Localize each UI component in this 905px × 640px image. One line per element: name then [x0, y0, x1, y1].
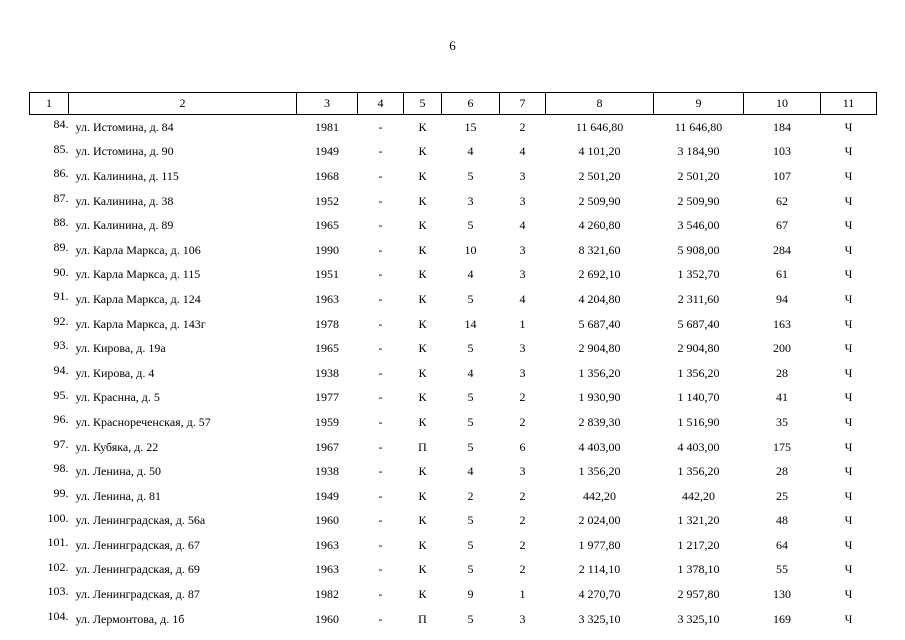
table-row — [30, 582, 877, 607]
col-4-value-cell: - — [378, 390, 383, 405]
address-cell: ул. Кубяка, д. 22 — [75, 439, 159, 454]
total-area-cell: 3 325,10 — [578, 611, 621, 626]
residents-cell: 48 — [776, 513, 788, 528]
table-row — [30, 533, 877, 558]
wall-material-cell: К — [418, 464, 427, 479]
wall-material-cell: П — [418, 439, 427, 454]
table-row — [30, 484, 877, 509]
living-area-cell: 11 646,80 — [674, 119, 723, 134]
table-row — [30, 459, 877, 484]
floors-cell: 4 — [467, 144, 474, 159]
address-cell: ул. Ленинградская, д. 56а — [75, 513, 206, 528]
column-header: 5 — [404, 93, 442, 115]
living-area-cell: 1 356,20 — [677, 464, 720, 479]
address-cell: ул. Краснореченская, д. 57 — [75, 414, 211, 429]
category-cell: Ч — [844, 242, 853, 257]
row-number-cell: 103. — [47, 584, 69, 599]
address-cell: ул. Калинина, д. 89 — [75, 218, 174, 233]
total-area-cell: 2 692,10 — [578, 267, 621, 282]
build-year-cell: 1981 — [315, 119, 339, 134]
row-number-cell: 100. — [47, 510, 69, 525]
floors-cell: 15 — [464, 119, 477, 134]
build-year-cell: 1963 — [315, 537, 339, 552]
row-number-cell: 86. — [53, 166, 69, 181]
category-cell: Ч — [844, 587, 853, 602]
living-area-cell: 1 217,20 — [677, 537, 720, 552]
category-cell: Ч — [844, 144, 853, 159]
total-area-cell: 4 403,00 — [578, 439, 621, 454]
table-row — [30, 238, 877, 263]
entrances-cell: 4 — [519, 218, 526, 233]
category-cell: Ч — [844, 488, 853, 503]
residents-cell: 55 — [776, 562, 788, 577]
address-cell: ул. Кирова, д. 19а — [75, 341, 166, 356]
category-cell: Ч — [844, 168, 853, 183]
column-header: 2 — [69, 93, 297, 115]
table-row — [30, 386, 877, 411]
total-area-cell: 11 646,80 — [575, 119, 624, 134]
category-cell: Ч — [844, 119, 853, 134]
wall-material-cell: К — [418, 119, 427, 134]
column-header: 7 — [500, 93, 546, 115]
residents-cell: 28 — [776, 464, 788, 479]
floors-cell: 5 — [467, 611, 474, 626]
living-area-cell: 5 687,40 — [677, 316, 720, 331]
category-cell: Ч — [844, 267, 853, 282]
living-area-cell: 2 957,80 — [677, 587, 720, 602]
column-header: 9 — [654, 93, 744, 115]
residents-cell: 28 — [776, 365, 788, 380]
entrances-cell: 2 — [519, 390, 526, 405]
entrances-cell: 2 — [519, 488, 526, 503]
living-area-cell: 5 908,00 — [677, 242, 720, 257]
wall-material-cell: К — [418, 341, 427, 356]
living-area-cell: 1 352,70 — [677, 267, 720, 282]
wall-material-cell: К — [418, 218, 427, 233]
wall-material-cell: К — [418, 144, 427, 159]
entrances-cell: 2 — [519, 513, 526, 528]
residents-cell: 103 — [773, 144, 791, 159]
floors-cell: 5 — [467, 291, 474, 306]
category-cell: Ч — [844, 291, 853, 306]
category-cell: Ч — [844, 316, 853, 331]
category-cell: Ч — [844, 341, 853, 356]
col-4-value-cell: - — [378, 291, 383, 306]
col-4-value-cell: - — [378, 587, 383, 602]
table-row — [30, 410, 877, 435]
column-header: 10 — [744, 93, 821, 115]
floors-cell: 2 — [467, 488, 474, 503]
residents-cell: 107 — [773, 168, 791, 183]
category-cell: Ч — [844, 537, 853, 552]
wall-material-cell: К — [418, 316, 427, 331]
build-year-cell: 1949 — [315, 144, 339, 159]
living-area-cell: 1 378,10 — [677, 562, 720, 577]
living-area-cell: 3 184,90 — [677, 144, 720, 159]
build-year-cell: 1965 — [315, 341, 339, 356]
residents-cell: 41 — [776, 390, 788, 405]
row-number-cell: 89. — [53, 239, 69, 254]
build-year-cell: 1967 — [315, 439, 339, 454]
column-header: 3 — [297, 93, 358, 115]
build-year-cell: 1977 — [315, 390, 339, 405]
total-area-cell: 4 101,20 — [578, 144, 621, 159]
entrances-cell: 1 — [519, 316, 526, 331]
header-row — [30, 93, 877, 115]
row-number-cell: 85. — [53, 141, 69, 156]
total-area-cell: 4 260,80 — [578, 218, 621, 233]
wall-material-cell: П — [418, 611, 427, 626]
entrances-cell: 3 — [519, 168, 526, 183]
address-cell: ул. Карла Маркса, д. 124 — [75, 291, 201, 306]
table-row — [30, 607, 877, 632]
address-cell: ул. Лермонтова, д. 1б — [75, 611, 185, 626]
page-number: 6 — [449, 38, 456, 53]
living-area-cell: 2 904,80 — [677, 341, 720, 356]
residents-cell: 67 — [776, 218, 788, 233]
floors-cell: 14 — [464, 316, 477, 331]
column-header: 6 — [442, 93, 500, 115]
address-cell: ул. Карла Маркса, д. 106 — [75, 242, 201, 257]
total-area-cell: 8 321,60 — [578, 242, 621, 257]
category-cell: Ч — [844, 513, 853, 528]
col-4-value-cell: - — [378, 267, 383, 282]
entrances-cell: 4 — [519, 144, 526, 159]
build-year-cell: 1963 — [315, 291, 339, 306]
table-row — [30, 140, 877, 165]
col-4-value-cell: - — [378, 513, 383, 528]
entrances-cell: 2 — [519, 537, 526, 552]
entrances-cell: 2 — [519, 119, 526, 134]
column-header: 4 — [358, 93, 404, 115]
table-row — [30, 336, 877, 361]
total-area-cell: 1 356,20 — [578, 464, 621, 479]
address-cell: ул. Ленинградская, д. 67 — [75, 537, 200, 552]
address-cell: ул. Ленина, д. 81 — [75, 488, 162, 503]
table-row — [30, 213, 877, 238]
col-4-value-cell: - — [378, 439, 383, 454]
floors-cell: 4 — [467, 464, 474, 479]
total-area-cell: 2 509,90 — [578, 193, 621, 208]
living-area-cell: 2 311,60 — [677, 291, 720, 306]
table-row — [30, 287, 877, 312]
floors-cell: 5 — [467, 168, 474, 183]
residents-cell: 284 — [773, 242, 791, 257]
entrances-cell: 3 — [519, 611, 526, 626]
col-4-value-cell: - — [378, 144, 383, 159]
entrances-cell: 3 — [519, 464, 526, 479]
entrances-cell: 3 — [519, 242, 526, 257]
table-row — [30, 164, 877, 189]
wall-material-cell: К — [418, 193, 427, 208]
col-4-value-cell: - — [378, 562, 383, 577]
row-number-cell: 98. — [53, 461, 69, 476]
residents-cell: 25 — [776, 488, 788, 503]
living-area-cell: 1 321,20 — [677, 513, 720, 528]
build-year-cell: 1952 — [315, 193, 339, 208]
build-year-cell: 1938 — [315, 365, 339, 380]
floors-cell: 5 — [467, 439, 474, 454]
floors-cell: 5 — [467, 562, 474, 577]
floors-cell: 10 — [464, 242, 477, 257]
total-area-cell: 2 839,30 — [578, 414, 621, 429]
total-area-cell: 5 687,40 — [578, 316, 621, 331]
total-area-cell: 1 930,90 — [578, 390, 621, 405]
build-year-cell: 1949 — [315, 488, 339, 503]
wall-material-cell: К — [418, 562, 427, 577]
category-cell: Ч — [844, 414, 853, 429]
col-4-value-cell: - — [378, 242, 383, 257]
build-year-cell: 1960 — [315, 513, 339, 528]
wall-material-cell: К — [418, 537, 427, 552]
living-area-cell: 442,20 — [682, 488, 715, 503]
build-year-cell: 1978 — [315, 316, 339, 331]
row-number-cell: 97. — [53, 436, 69, 451]
entrances-cell: 1 — [519, 587, 526, 602]
wall-material-cell: К — [418, 267, 427, 282]
col-4-value-cell: - — [378, 193, 383, 208]
col-4-value-cell: - — [378, 488, 383, 503]
floors-cell: 5 — [467, 341, 474, 356]
residents-cell: 175 — [773, 439, 791, 454]
living-area-cell: 3 546,00 — [677, 218, 720, 233]
col-4-value-cell: - — [378, 316, 383, 331]
category-cell: Ч — [844, 611, 853, 626]
column-header: 8 — [546, 93, 654, 115]
entrances-cell: 2 — [519, 562, 526, 577]
row-number-cell: 90. — [53, 264, 69, 279]
housing-table — [29, 92, 877, 631]
table-header — [30, 93, 877, 115]
address-cell: ул. Калинина, д. 115 — [75, 168, 179, 183]
category-cell: Ч — [844, 365, 853, 380]
row-number-cell: 84. — [53, 117, 69, 131]
residents-cell: 163 — [773, 316, 791, 331]
col-4-value-cell: - — [378, 365, 383, 380]
wall-material-cell: К — [418, 168, 427, 183]
row-number-cell: 99. — [53, 485, 69, 500]
residents-cell: 169 — [773, 611, 791, 626]
residents-cell: 94 — [776, 291, 788, 306]
total-area-cell: 2 024,00 — [578, 513, 621, 528]
build-year-cell: 1951 — [315, 267, 339, 282]
residents-cell: 200 — [773, 341, 791, 356]
row-number-cell: 91. — [53, 289, 69, 304]
total-area-cell: 2 904,80 — [578, 341, 621, 356]
col-4-value-cell: - — [378, 611, 383, 626]
entrances-cell: 6 — [519, 439, 526, 454]
address-cell: ул. Калинина, д. 38 — [75, 193, 174, 208]
floors-cell: 5 — [467, 390, 474, 405]
build-year-cell: 1963 — [315, 562, 339, 577]
residents-cell: 64 — [776, 537, 788, 552]
address-cell: ул. Истомина, д. 84 — [75, 119, 174, 134]
entrances-cell: 2 — [519, 414, 526, 429]
table-row — [30, 189, 877, 214]
total-area-cell: 1 356,20 — [578, 365, 621, 380]
address-cell: ул. Ленинградская, д. 87 — [75, 587, 200, 602]
entrances-cell: 3 — [519, 341, 526, 356]
build-year-cell: 1982 — [315, 587, 339, 602]
entrances-cell: 4 — [519, 291, 526, 306]
table-body — [30, 115, 877, 632]
residents-cell: 35 — [776, 414, 788, 429]
build-year-cell: 1990 — [315, 242, 339, 257]
total-area-cell: 2 501,20 — [578, 168, 621, 183]
address-cell: ул. Кирова, д. 4 — [75, 365, 155, 380]
floors-cell: 4 — [467, 365, 474, 380]
table-row — [30, 263, 877, 288]
living-area-cell: 2 509,90 — [677, 193, 720, 208]
row-number-cell: 96. — [53, 412, 69, 427]
total-area-cell: 2 114,10 — [578, 562, 621, 577]
total-area-cell: 442,20 — [583, 488, 616, 503]
col-4-value-cell: - — [378, 119, 383, 134]
table-row — [30, 509, 877, 534]
wall-material-cell: К — [418, 242, 427, 257]
row-number-cell: 87. — [53, 190, 69, 205]
col-4-value-cell: - — [378, 168, 383, 183]
row-number-cell: 102. — [47, 559, 69, 574]
entrances-cell: 3 — [519, 193, 526, 208]
row-number-cell: 94. — [53, 362, 69, 377]
column-header: 11 — [821, 93, 877, 115]
living-area-cell: 1 140,70 — [677, 390, 720, 405]
build-year-cell: 1960 — [315, 611, 339, 626]
total-area-cell: 1 977,80 — [578, 537, 621, 552]
living-area-cell: 3 325,10 — [677, 611, 720, 626]
entrances-cell: 3 — [519, 365, 526, 380]
residents-cell: 61 — [776, 267, 788, 282]
col-4-value-cell: - — [378, 341, 383, 356]
wall-material-cell: К — [418, 390, 427, 405]
col-4-value-cell: - — [378, 218, 383, 233]
row-number-cell: 92. — [53, 313, 69, 328]
total-area-cell: 4 204,80 — [578, 291, 621, 306]
col-4-value-cell: - — [378, 414, 383, 429]
row-number-cell: 101. — [47, 535, 69, 550]
category-cell: Ч — [844, 218, 853, 233]
living-area-cell: 1 516,90 — [677, 414, 720, 429]
living-area-cell: 4 403,00 — [677, 439, 720, 454]
floors-cell: 9 — [467, 587, 474, 602]
residents-cell: 184 — [773, 119, 791, 134]
row-number-cell: 104. — [47, 608, 69, 623]
wall-material-cell: К — [418, 513, 427, 528]
table-row — [30, 558, 877, 583]
category-cell: Ч — [844, 439, 853, 454]
address-cell: ул. Ленина, д. 50 — [75, 464, 162, 479]
category-cell: Ч — [844, 390, 853, 405]
floors-cell: 5 — [467, 218, 474, 233]
address-cell: ул. Ленинградская, д. 69 — [75, 562, 200, 577]
address-cell: ул. Краснна, д. 5 — [75, 390, 160, 405]
floors-cell: 4 — [467, 267, 474, 282]
col-4-value-cell: - — [378, 537, 383, 552]
address-cell: ул. Карла Маркса, д. 115 — [75, 267, 201, 282]
column-header: 1 — [30, 93, 69, 115]
residents-cell: 62 — [776, 193, 788, 208]
address-cell: ул. Карла Маркса, д. 143г — [75, 316, 206, 331]
category-cell: Ч — [844, 193, 853, 208]
row-number-cell: 88. — [53, 215, 69, 230]
category-cell: Ч — [844, 464, 853, 479]
category-cell: Ч — [844, 562, 853, 577]
wall-material-cell: К — [418, 587, 427, 602]
table-row — [30, 361, 877, 386]
floors-cell: 5 — [467, 513, 474, 528]
wall-material-cell: К — [418, 414, 427, 429]
row-number-cell: 93. — [53, 338, 69, 353]
build-year-cell: 1938 — [315, 464, 339, 479]
living-area-cell: 1 356,20 — [677, 365, 720, 380]
col-4-value-cell: - — [378, 464, 383, 479]
residents-cell: 130 — [773, 587, 791, 602]
build-year-cell: 1965 — [315, 218, 339, 233]
table-row — [30, 435, 877, 460]
wall-material-cell: К — [418, 488, 427, 503]
floors-cell: 5 — [467, 537, 474, 552]
entrances-cell: 3 — [519, 267, 526, 282]
table-row — [30, 115, 877, 140]
address-cell: ул. Истомина, д. 90 — [75, 144, 174, 159]
build-year-cell: 1959 — [315, 414, 339, 429]
table-row — [30, 312, 877, 337]
wall-material-cell: К — [418, 365, 427, 380]
build-year-cell: 1968 — [315, 168, 339, 183]
floors-cell: 3 — [467, 193, 474, 208]
living-area-cell: 2 501,20 — [677, 168, 720, 183]
floors-cell: 5 — [467, 414, 474, 429]
total-area-cell: 4 270,70 — [578, 587, 621, 602]
wall-material-cell: К — [418, 291, 427, 306]
row-number-cell: 95. — [53, 387, 69, 402]
